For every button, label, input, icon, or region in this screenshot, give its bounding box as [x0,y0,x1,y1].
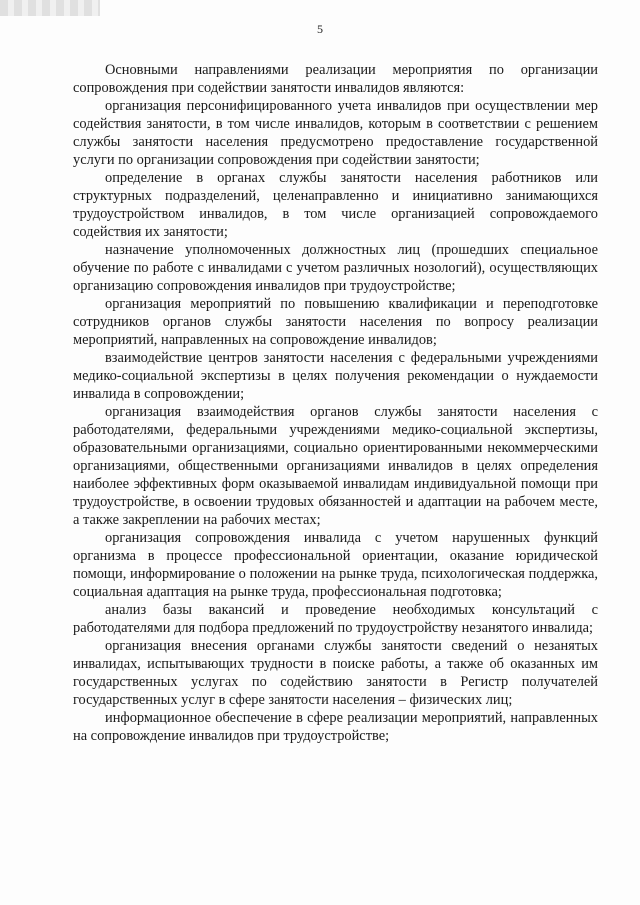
paragraph: организация персонифицированного учета инвалидов при осуществлении мер содействия занятости, в том числе инвалидов, которым в соответствии с решением службы занятости населения предусмотрено предоставление государственной услуги по организации сопровождения при содействии занятости; [73,98,598,168]
scan-artifact [0,0,100,16]
paragraph: Основными направлениями реализации мероприятия по организации сопровождения при содействии занятости инвалидов являются: [73,62,598,96]
paragraph: назначение уполномоченных должностных лиц (прошедших специальное обучение по работе с инвалидами с учетом различных нозологий), осуществляющих организацию сопровождения инвалидов при трудоустройстве; [73,242,598,294]
document-body [73,61,598,745]
paragraph: взаимодействие центров занятости населения с федеральными учреждениями медико-социальной экспертизы в целях получения рекомендации о нуждаемости инвалида в сопровождении; [73,350,598,402]
page-number: 5 [317,22,323,36]
paragraph: анализ базы вакансий и проведение необходимых консультаций с работодателями для подбора предложений по трудоустройству незанятого инвалида; [73,602,598,636]
paragraph: информационное обеспечение в сфере реализации мероприятий, направленных на сопровождение инвалидов при трудоустройстве; [73,710,598,744]
paragraph: организация сопровождения инвалида с учетом нарушенных функций организма в процессе профессиональной ориентации, оказание юридической помощи, информирование о положении на рынке труда, психологическая поддержка, социальная адаптация на рынке труда, профессиональная подготовка; [73,530,598,600]
paragraph: организация взаимодействия органов службы занятости населения с работодателями, федеральными учреждениями медико-социальной экспертизы, образовательными организациями, социально ориентированными некоммерческими организациями, общественными организациями инвалидов в целях определения наиболее эффективных форм оказываемой инвалидам индивидуальной помощи при трудоустройстве, в освоении трудовых обязанностей и адаптации на рабочем месте, а также закреплении на рабочих местах; [73,404,598,528]
paragraph: организация мероприятий по повышению квалификации и переподготовке сотрудников органов службы занятости населения по вопросу реализации мероприятий, направленных на сопровождение инвалидов; [73,296,598,348]
paragraph: определение в органах службы занятости населения работников или структурных подразделений, целенаправленно и инициативно занимающихся трудоустройством инвалидов, в том числе организацией сопровождаемого содействия их занятости; [73,170,598,240]
paragraph: организация внесения органами службы занятости сведений о незанятых инвалидах, испытывающих трудности в поиске работы, а также об оказанных им государственных услугах по содействию занятости в Регистр получателей государственных услуг в сфере занятости населения – физических лиц; [73,638,598,708]
